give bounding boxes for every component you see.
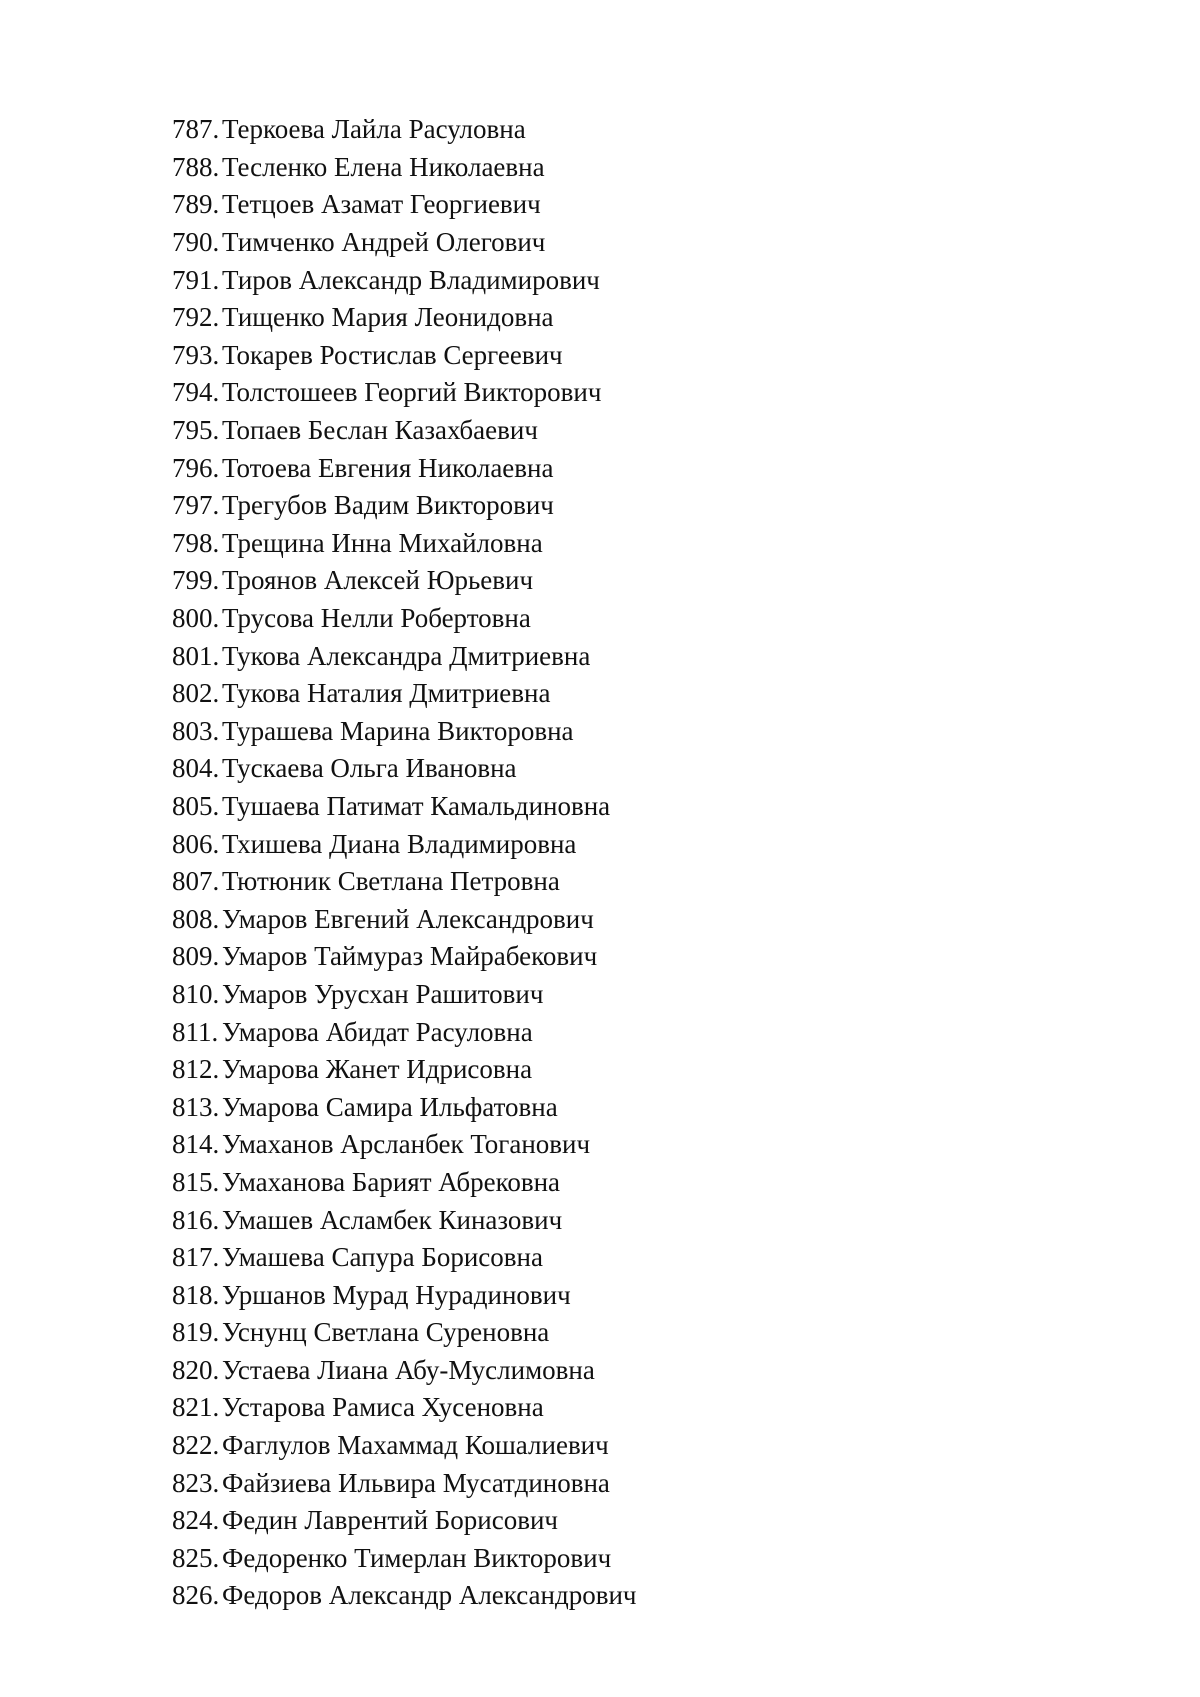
list-item [0,525,637,563]
list-item-number: 790. [172,227,220,258]
list-item [0,1051,637,1089]
list-item-number: 826. [172,1580,220,1611]
list-item [0,562,637,600]
list-item-number: 801. [172,640,220,671]
list-item-number: 824. [172,1505,220,1536]
list-item [0,1276,637,1314]
list-item-number: 815. [172,1166,220,1197]
list-item-number: 793. [172,339,220,370]
list-item-name: Федоров Александр Александрович [222,1580,637,1611]
list-item-number: 787. [172,114,220,145]
list-item-number: 808. [172,903,220,934]
list-item-name: Файзиева Ильвира Мусатдиновна [222,1467,610,1498]
list-item-name: Умаров Таймураз Майрабекович [222,941,598,972]
list-item [0,1239,637,1277]
list-item [0,1013,637,1051]
list-item-number: 807. [172,866,220,897]
list-item-number: 792. [172,302,220,333]
list-item [0,938,637,976]
list-item [0,412,637,450]
list-item-name: Устарова Рамиса Хусеновна [222,1392,544,1423]
list-item-name: Тетцоев Азамат Георгиевич [222,189,541,220]
list-item-number: 811. [172,1016,219,1047]
list-item-name: Умашева Сапура Борисовна [222,1242,543,1273]
list-item-name: Федин Лаврентий Борисович [222,1505,558,1536]
list-item [0,111,637,149]
list-item-name: Тушаева Патимат Камальдиновна [222,790,611,821]
list-item-name: Трегубов Вадим Викторович [222,490,554,521]
list-item [0,261,637,299]
list-item-name: Тускаева Ольга Ивановна [222,753,517,784]
list-item-number: 816. [172,1204,220,1235]
list-item [0,1577,637,1615]
list-item-number: 819. [172,1317,220,1348]
list-item-name: Толстошеев Георгий Викторович [222,377,602,408]
list-item [0,1088,637,1126]
list-item-number: 822. [172,1430,220,1461]
list-item-name: Топаев Беслан Казахбаевич [222,415,538,446]
list-item [0,374,637,412]
list-item-name: Троянов Алексей Юрьевич [222,565,534,596]
list-item-name: Умаханов Арсланбек Тоганович [222,1129,591,1160]
list-item-name: Уснунц Светлана Суреновна [222,1317,550,1348]
list-item-number: 812. [172,1054,220,1085]
list-item-name: Трещина Инна Михайловна [222,527,543,558]
list-item [0,299,637,337]
list-item-name: Турашева Марина Викторовна [222,715,574,746]
list-item [0,149,637,187]
list-item-name: Фаглулов Махаммад Кошалиевич [222,1430,609,1461]
list-item [0,713,637,751]
list-item [0,1427,637,1465]
list-item [0,337,637,375]
list-item [0,1201,637,1239]
list-item-number: 791. [172,264,220,295]
list-item-number: 805. [172,790,220,821]
list-item-name: Тютюник Светлана Петровна [222,866,560,897]
list-item-number: 814. [172,1129,220,1160]
list-item [0,449,637,487]
list-item-name: Умашев Асламбек Киназович [222,1204,563,1235]
list-item-number: 800. [172,603,220,634]
list-item-name: Тищенко Мария Леонидовна [222,302,554,333]
list-item-name: Тотоева Евгения Николаевна [222,452,554,483]
list-item [0,863,637,901]
list-item-name: Устаева Лиана Абу-Муслимовна [222,1354,595,1385]
list-item-name: Умаханова Барият Абрековна [222,1166,561,1197]
list-item [0,1464,637,1502]
list-item [0,637,637,675]
list-item-number: 804. [172,753,220,784]
list-item-number: 799. [172,565,220,596]
list-item [0,224,637,262]
list-item-number: 789. [172,189,220,220]
list-item-name: Тесленко Елена Николаевна [222,151,545,182]
list-item [0,1540,637,1578]
list-item-name: Умарова Абидат Расуловна [222,1016,533,1047]
list-item [0,1164,637,1202]
name-list [0,111,637,1615]
list-item-number: 803. [172,715,220,746]
list-item-name: Тиров Александр Владимирович [222,264,600,295]
list-item-name: Трусова Нелли Робертовна [222,603,531,634]
list-item-number: 823. [172,1467,220,1498]
list-item [0,976,637,1014]
list-item [0,1352,637,1390]
list-item [0,1314,637,1352]
list-item [0,788,637,826]
list-item [0,1126,637,1164]
list-item-number: 806. [172,828,220,859]
list-item [0,750,637,788]
list-item [0,900,637,938]
list-item-name: Умарова Жанет Идрисовна [222,1054,533,1085]
list-item-number: 821. [172,1392,220,1423]
list-item-name: Федоренко Тимерлан Викторович [222,1542,612,1573]
list-item [0,186,637,224]
list-item-number: 813. [172,1091,220,1122]
list-item-number: 788. [172,151,220,182]
list-item [0,487,637,525]
list-item [0,1502,637,1540]
list-item-name: Теркоева Лайла Расуловна [222,114,526,145]
list-item-name: Уршанов Мурад Нурадинович [222,1279,571,1310]
list-item-name: Умарова Самира Ильфатовна [222,1091,558,1122]
list-item-name: Тхишева Диана Владимировна [222,828,577,859]
list-item-number: 809. [172,941,220,972]
list-item [0,675,637,713]
list-item [0,825,637,863]
list-item-number: 797. [172,490,220,521]
list-item-number: 802. [172,678,220,709]
list-item-number: 795. [172,415,220,446]
list-item-number: 825. [172,1542,220,1573]
list-item-number: 796. [172,452,220,483]
list-item-name: Умаров Евгений Александрович [222,903,594,934]
list-item-number: 818. [172,1279,220,1310]
list-item-number: 794. [172,377,220,408]
list-item-number: 817. [172,1242,220,1273]
list-item-name: Тукова Александра Дмитриевна [222,640,591,671]
list-item-name: Токарев Ростислав Сергеевич [222,339,563,370]
list-item-number: 798. [172,527,220,558]
list-item-name: Тимченко Андрей Олегович [222,227,546,258]
list-item [0,1389,637,1427]
list-item-number: 820. [172,1354,220,1385]
list-item-name: Тукова Наталия Дмитриевна [222,678,551,709]
list-item-name: Умаров Урусхан Рашитович [222,978,544,1009]
list-item-number: 810. [172,978,220,1009]
list-item [0,600,637,638]
